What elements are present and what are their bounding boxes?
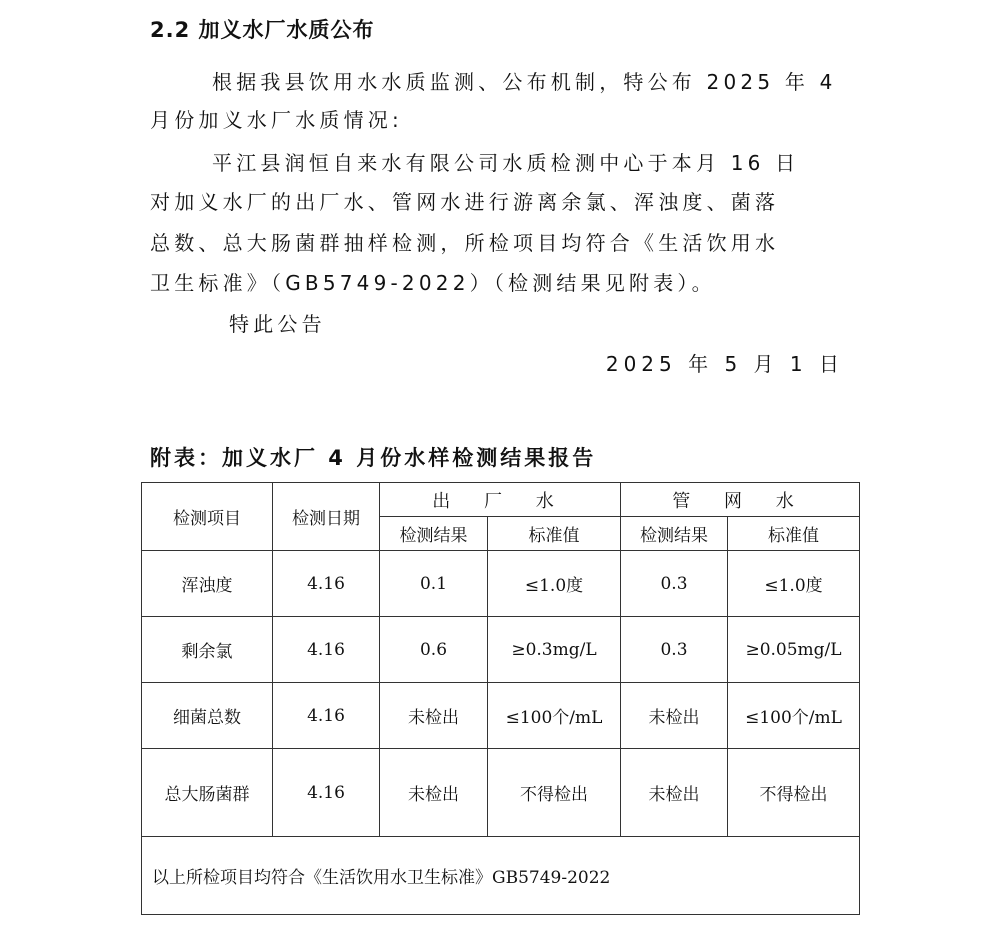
cell-item: 浑浊度 bbox=[142, 551, 273, 617]
cell-network-standard: ≥0.05mg/L bbox=[728, 617, 860, 683]
cell-network-result: 0.3 bbox=[621, 617, 728, 683]
cell-date: 4.16 bbox=[273, 683, 380, 749]
body-line: 根据我县饮用水水质监测、公布机制，特公布 2025 年 4 bbox=[212, 70, 837, 94]
cell-date: 4.16 bbox=[273, 749, 380, 837]
results-table bbox=[141, 482, 860, 915]
cell-network-result: 0.3 bbox=[621, 551, 728, 617]
table-note: 以上所检项目均符合《生活饮用水卫生标准》GB5749-2022 bbox=[142, 837, 860, 915]
subheader-outlet-result: 检测结果 bbox=[380, 517, 488, 551]
body-line: 总数、总大肠菌群抽样检测，所检项目均符合《生活饮用水 bbox=[150, 231, 780, 255]
body-line: 平江县润恒自来水有限公司水质检测中心于本月 16 日 bbox=[212, 151, 800, 175]
cell-outlet-result: 未检出 bbox=[380, 749, 488, 837]
cell-item: 总大肠菌群 bbox=[142, 749, 273, 837]
header-date: 检测日期 bbox=[273, 483, 380, 551]
header-outlet-water: 出 厂 水 bbox=[380, 483, 621, 517]
cell-outlet-standard: ≤1.0度 bbox=[488, 551, 621, 617]
body-line: 卫生标准》（GB5749-2022）（检测结果见附表）。 bbox=[150, 271, 716, 295]
cell-item: 剩余氯 bbox=[142, 617, 273, 683]
notice-date: 2025 年 5 月 1 日 bbox=[605, 352, 844, 376]
cell-outlet-standard: ≥0.3mg/L bbox=[488, 617, 621, 683]
table-note-row bbox=[142, 837, 860, 915]
section-heading: 2.2 加义水厂水质公布 bbox=[150, 18, 375, 42]
cell-outlet-result: 未检出 bbox=[380, 683, 488, 749]
table-row bbox=[142, 749, 860, 837]
cell-outlet-result: 0.1 bbox=[380, 551, 488, 617]
cell-outlet-result: 0.6 bbox=[380, 617, 488, 683]
header-network-water: 管 网 水 bbox=[621, 483, 860, 517]
cell-network-standard: ≤100个/mL bbox=[728, 683, 860, 749]
table-header-row bbox=[142, 483, 860, 517]
cell-date: 4.16 bbox=[273, 551, 380, 617]
cell-network-result: 未检出 bbox=[621, 749, 728, 837]
subheader-network-standard: 标准值 bbox=[728, 517, 860, 551]
table-row bbox=[142, 551, 860, 617]
cell-network-result: 未检出 bbox=[621, 683, 728, 749]
body-line: 对加义水厂的出厂水、管网水进行游离余氯、浑浊度、菌落 bbox=[150, 190, 780, 214]
table-row bbox=[142, 617, 860, 683]
subheader-outlet-standard: 标准值 bbox=[488, 517, 621, 551]
closing-line: 特此公告 bbox=[229, 312, 326, 336]
cell-network-standard: ≤1.0度 bbox=[728, 551, 860, 617]
cell-outlet-standard: 不得检出 bbox=[488, 749, 621, 837]
body-line: 月份加义水厂水质情况: bbox=[150, 108, 403, 132]
table-row bbox=[142, 683, 860, 749]
cell-network-standard: 不得检出 bbox=[728, 749, 860, 837]
table-title: 附表：加义水厂 4 月份水样检测结果报告 bbox=[150, 446, 597, 470]
cell-outlet-standard: ≤100个/mL bbox=[488, 683, 621, 749]
header-item: 检测项目 bbox=[142, 483, 273, 551]
cell-item: 细菌总数 bbox=[142, 683, 273, 749]
subheader-network-result: 检测结果 bbox=[621, 517, 728, 551]
cell-date: 4.16 bbox=[273, 617, 380, 683]
